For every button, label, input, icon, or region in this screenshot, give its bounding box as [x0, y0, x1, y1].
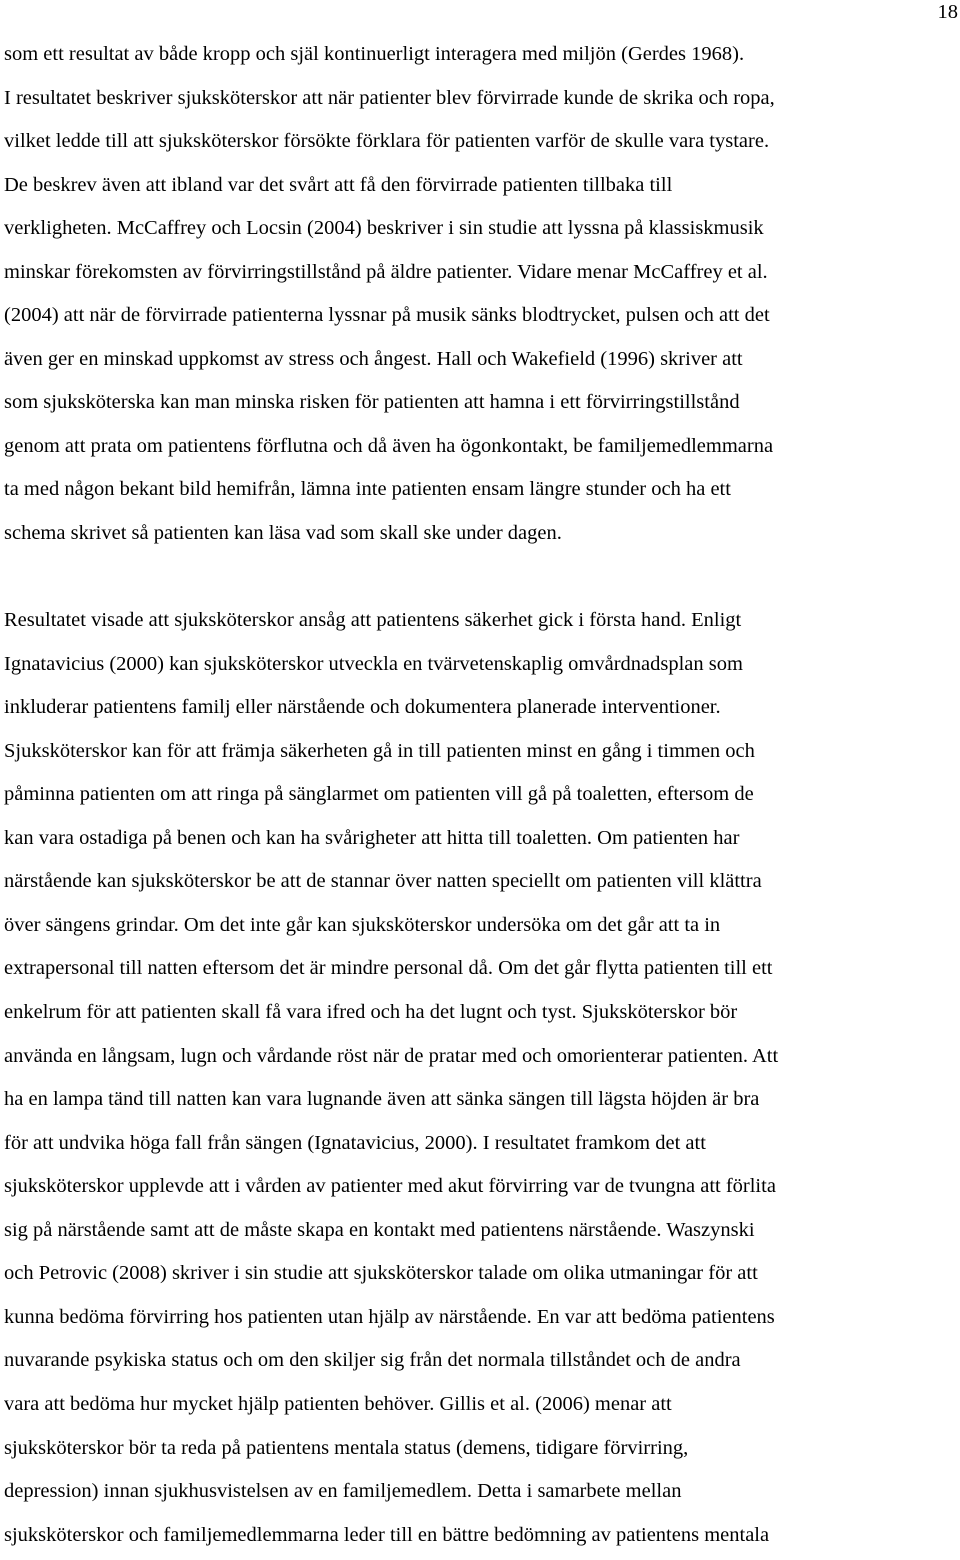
text-line: för att undvika höga fall från sängen (Ignatavicius, 2000). I resultatet framkom det att [4, 1131, 706, 1154]
document-body [4, 36, 778, 1560]
paragraph-gap [4, 559, 778, 603]
text-line: Ignatavicius (2000) kan sjuksköterskor utveckla en tvärvetenskaplig omvårdnadsplan som [4, 652, 743, 675]
text-line: ha en lampa tänd till natten kan vara lugnande även att sänka sängen till lägsta höjden är bra [4, 1088, 760, 1111]
text-line: kan vara ostadiga på benen och kan ha svårigheter att hitta till toaletten. Om patienten har [4, 826, 740, 849]
text-line: även ger en minskad uppkomst av stress och ångest. Hall och Wakefield (1996) skriver att [4, 347, 743, 370]
text-line: genom att prata om patientens förflutna och då även ha ögonkontakt, be familjemedlemmarna [4, 434, 774, 457]
text-line: extrapersonal till natten eftersom det är mindre personal då. Om det går flytta patienten till ett [4, 957, 773, 980]
text-line: enkelrum för att patienten skall få vara ifred och ha det lugnt och tyst. Sjuksköterskor bör [4, 1001, 738, 1024]
text-line: som ett resultat av både kropp och själ kontinuerligt interagera med miljön (Gerdes 1968). [4, 43, 745, 65]
text-line: och Petrovic (2008) skriver i sin studie att sjuksköterskor talade om olika utmaningar för att [4, 1262, 758, 1285]
text-line: Sjuksköterskor kan för att främja säkerheten gå in till patienten minst en gång i timmen och [4, 739, 755, 762]
text-line: De beskrev även att ibland var det svårt att få den förvirrade patienten tillbaka till [4, 173, 673, 196]
text-line: närstående kan sjuksköterskor be att de stannar över natten speciellt om patienten vill klättra [4, 870, 762, 893]
text-line: som sjuksköterska kan man minska risken för patienten att hamna i ett förvirringstillstånd [4, 391, 740, 414]
text-line: minskar förekomsten av förvirringstillstånd på äldre patienter. Vidare menar McCaffrey et al. [4, 260, 768, 283]
paragraph [4, 36, 778, 559]
paragraph [4, 602, 778, 1560]
text-line: ta med någon bekant bild hemifrån, lämna inte patienten ensam längre stunder och ha ett [4, 478, 731, 501]
text-line: sjuksköterskor upplevde att i vården av patienter med akut förvirring var de tvungna att förlita [4, 1175, 776, 1198]
text-line: inkluderar patientens familj eller närstående och dokumentera planerade interventioner. [4, 696, 721, 719]
text-line: depression) innan sjukhusvistelsen av en familjemedlem. Detta i samarbete mellan [4, 1480, 682, 1503]
page-number: 18 [937, 1, 958, 23]
text-line: schema skrivet så patienten kan läsa vad som skall ske under dagen. [4, 522, 562, 545]
text-line: I resultatet beskriver sjuksköterskor att när patienter blev förvirrade kunde de skrika och ropa, [4, 86, 775, 109]
text-line: Resultatet visade att sjuksköterskor ansåg att patientens säkerhet gick i första hand. Enligt [4, 609, 742, 632]
text-line: sjuksköterskor bör ta reda på patientens mentala status (demens, tidigare förvirring, [4, 1436, 689, 1459]
text-line: nuvarande psykiska status och om den skiljer sig från det normala tillståndet och de andra [4, 1349, 741, 1372]
text-line: använda en långsam, lugn och vårdande röst när de pratar med och omorienterar patienten. Att [4, 1044, 779, 1067]
text-line: kunna bedöma förvirring hos patienten utan hjälp av närstående. En var att bedöma patientens [4, 1305, 775, 1328]
text-line: verkligheten. McCaffrey och Locsin (2004) beskriver i sin studie att lyssna på klassiskmusik [4, 217, 764, 240]
text-line: vara att bedöma hur mycket hjälp patienten behöver. Gillis et al. (2006) menar att [4, 1392, 672, 1415]
text-line: sig på närstående samt att de måste skapa en kontakt med patientens närstående. Waszynski [4, 1218, 755, 1241]
text-line: sjuksköterskor och familjemedlemmarna leder till en bättre bedömning av patientens mentala [4, 1523, 770, 1546]
text-line: påminna patienten om att ringa på sänglarmet om patienten vill gå på toaletten, eftersom de [4, 783, 754, 806]
text-line: över sängens grindar. Om det inte går kan sjuksköterskor undersöka om det går att ta in [4, 913, 721, 936]
text-line: (2004) att när de förvirrade patienterna lyssnar på musik sänks blodtrycket, pulsen och att det [4, 304, 770, 327]
text-line: vilket ledde till att sjuksköterskor försökte förklara för patienten varför de skulle vara tystare. [4, 130, 770, 153]
